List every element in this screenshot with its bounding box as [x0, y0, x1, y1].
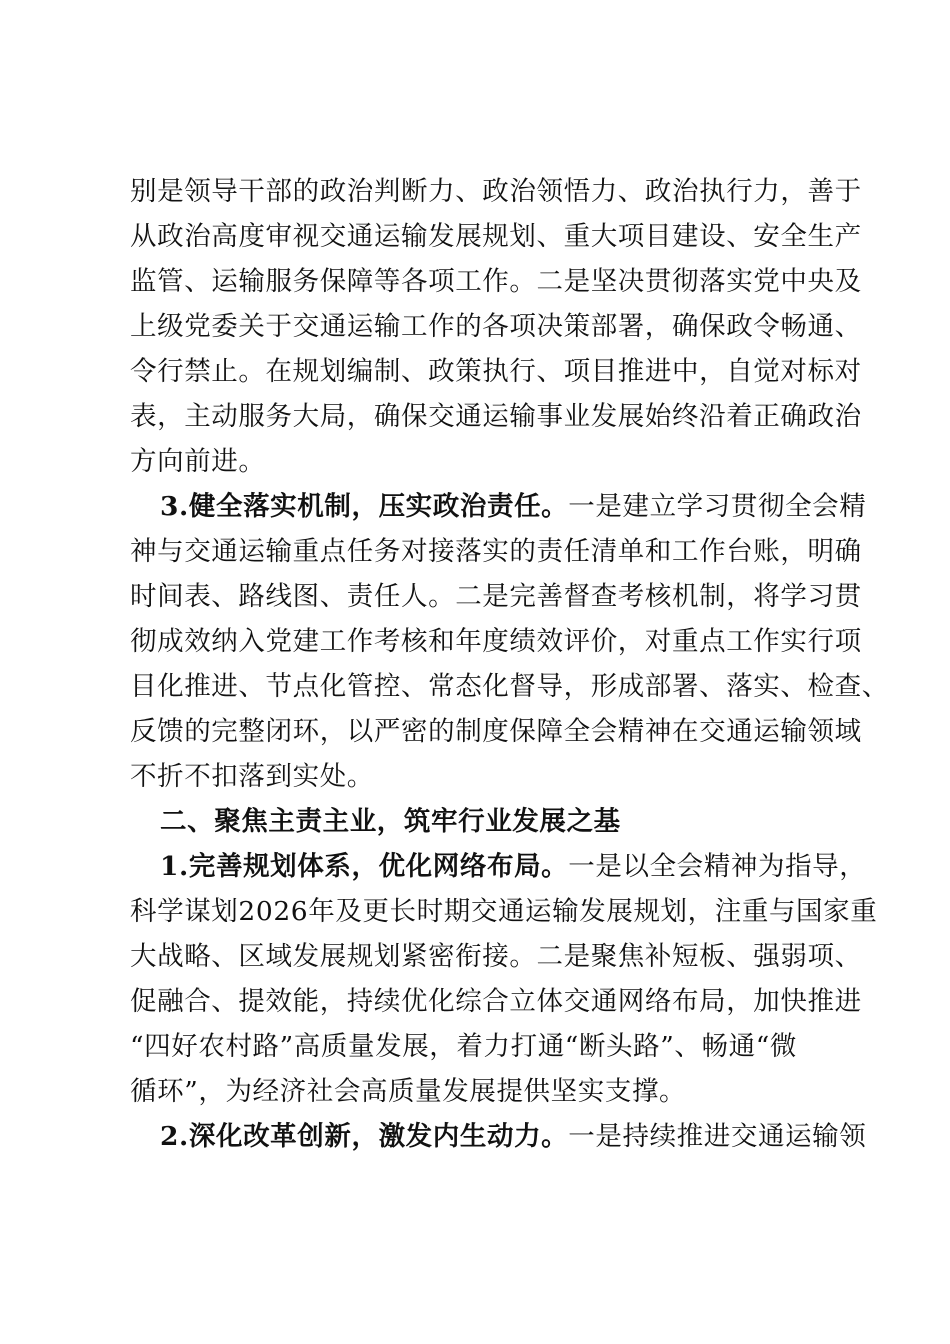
line-text: 监管、运输服务保障等各项工作。二是坚决贯彻落实党中央及: [130, 266, 862, 297]
body-text-line: [130, 531, 862, 573]
line-text: 表，主动服务大局，确保交通运输事业发展始终沿着正确政治: [130, 401, 862, 432]
body-text-line: [130, 351, 862, 393]
line-text: 别是领导干部的政治判断力、政治领悟力、政治执行力，善于: [130, 176, 862, 207]
body-text-line: [130, 1026, 835, 1068]
line-text: 彻成效纳入党建工作考核和年度绩效评价，对重点工作实行项: [130, 626, 862, 657]
line-text: 一是建立学习贯彻全会精: [568, 491, 867, 522]
subsection-heading: 1.完善规划体系，优化网络布局。: [160, 851, 569, 882]
body-text-line: [130, 306, 862, 348]
subsection-heading: 3.健全落实机制，压实政治责任。: [160, 491, 569, 522]
line-text: 大战略、区域发展规划紧密衔接。二是聚焦补短板、强弱项、: [130, 941, 862, 972]
line-text: 方向前进。: [130, 446, 266, 477]
body-text-line: [130, 441, 835, 483]
line-text: 促融合、提效能，持续优化综合立体交通网络布局，加快推进: [130, 986, 862, 1017]
line-text: 上级党委关于交通运输工作的各项决策部署，确保政令畅通、: [130, 311, 862, 342]
body-text-line: [130, 621, 862, 663]
section-heading-line: [160, 801, 865, 843]
line-text: 一是以全会精神为指导，: [568, 851, 867, 882]
body-text-line: [130, 711, 862, 753]
body-text-line: [130, 396, 862, 438]
subsection-heading: 2.深化改革创新，激发内生动力。: [160, 1121, 569, 1152]
body-text-line: [130, 1071, 835, 1113]
body-text-line: [130, 756, 835, 798]
body-text-line: [130, 261, 862, 303]
body-text-line: [130, 576, 862, 618]
line-text: 令行禁止。在规划编制、政策执行、项目推进中，自觉对标对: [130, 356, 862, 387]
section-heading: 二、聚焦主责主业，筑牢行业发展之基: [160, 806, 621, 837]
line-text: “四好农村路”高质量发展，着力打通“断头路”、畅通“微: [130, 1031, 797, 1062]
body-text-line: [130, 171, 862, 213]
line-text: 循环”，为经济社会高质量发展提供坚实支撑。: [130, 1076, 687, 1107]
body-text-line: [130, 936, 862, 978]
line-text: 从政治高度审视交通运输发展规划、重大项目建设、安全生产: [130, 221, 862, 252]
paragraph-first-line: [160, 846, 865, 888]
paragraph-first-line: [160, 1116, 865, 1158]
line-text: 一是持续推进交通运输领: [568, 1121, 867, 1152]
line-text: 科学谋划2026年及更长时期交通运输发展规划，注重与国家重: [130, 896, 878, 927]
body-text-line: [130, 666, 889, 708]
line-text: 不折不扣落到实处。: [130, 761, 374, 792]
paragraph-first-line: [160, 486, 865, 528]
line-text: 反馈的完整闭环，以严密的制度保障全会精神在交通运输领域: [130, 716, 862, 747]
body-text-line: [130, 981, 862, 1023]
line-text: 目化推进、节点化管控、常态化督导，形成部署、落实、检查、: [130, 671, 889, 702]
body-text-line: [130, 891, 878, 933]
body-text-line: [130, 216, 862, 258]
line-text: 时间表、路线图、责任人。二是完善督查考核机制，将学习贯: [130, 581, 862, 612]
line-text: 神与交通运输重点任务对接落实的责任清单和工作台账，明确: [130, 536, 862, 567]
